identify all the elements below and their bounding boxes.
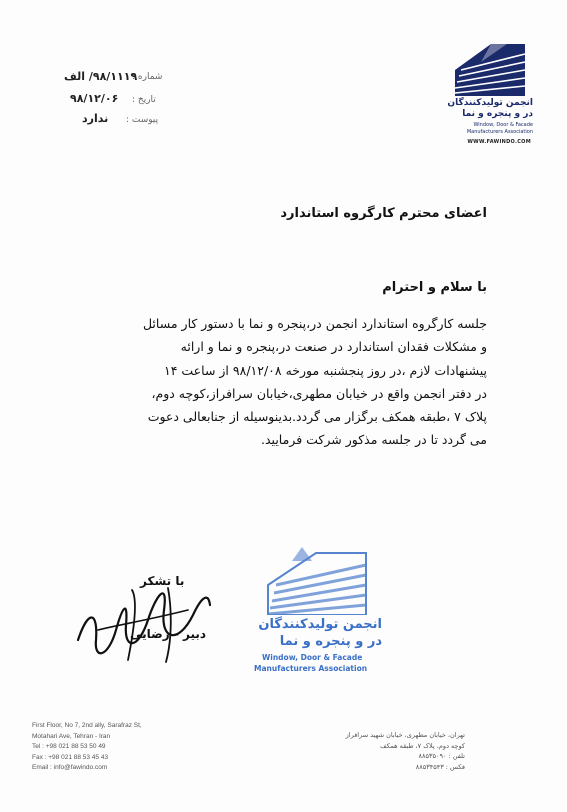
footer-fa-fax: فکس : ۸۸۵۳۴۵۴۳ xyxy=(415,762,465,771)
footer-fa-line: تهران، خیابان مطهری، خیابان شهید سرافراز xyxy=(345,731,465,739)
building-logo-icon xyxy=(451,40,529,96)
letter-meta xyxy=(62,70,172,130)
handwritten-signature xyxy=(68,570,218,670)
signer-name: دبیر - رضایی xyxy=(130,627,207,641)
logo-name-en-1: Window, Door & Facade xyxy=(473,122,533,128)
stamp-name-en-1: Window, Door & Facade xyxy=(262,653,363,662)
stamp-building-icon xyxy=(262,545,372,615)
stamp-name-en-2: Manufacturers Association xyxy=(254,664,368,673)
footer-address-en xyxy=(32,721,142,774)
recipient-heading: اعضای محترم کارگروه استاندارد xyxy=(280,206,487,221)
attachment-label: پیوست : xyxy=(126,115,159,125)
footer-address-fa xyxy=(346,730,465,772)
association-stamp xyxy=(252,545,382,695)
logo-name-en-2: Manufacturers Association xyxy=(466,129,533,135)
body-line: پیشنهادات لازم ،در روز پنجشنبه مورخه ۹۸/۱۲/۰۸ از ساعت ۱۴ xyxy=(164,362,487,378)
association-logo xyxy=(445,40,535,152)
number-value: ۹۸/۱۱۱۹/ الف xyxy=(64,70,138,83)
body-line: و مشکلات فقدان استاندارد در صنعت در،پنجره و نما و ارائه xyxy=(180,339,487,355)
body-line: پلاک ۷ ،طبقه همکف برگزار می گردد.بدینوسیله از جنابعالی دعوت xyxy=(147,409,487,425)
stamp-name-fa-1: انجمن تولیدکنندگان xyxy=(258,617,382,632)
footer-en-email: Email : info@fawindo.com xyxy=(32,764,108,771)
date-label: تاریخ : xyxy=(132,95,156,105)
footer-en-line: First Floor, No 7, 2nd ally, Sarafraz St, xyxy=(32,722,142,729)
footer-fa-line: کوچه دوم، پلاک ۷، طبقه همکف xyxy=(380,741,465,750)
number-label: شماره : xyxy=(132,72,163,82)
footer-en-tel: Tel : +98 021 88 53 50 49 xyxy=(32,743,106,750)
stamp-name-fa-2: در و پنجره و نما xyxy=(279,634,382,649)
closing-text: با تشکر xyxy=(140,574,185,588)
footer-en-line: Motahari Ave, Tehran - Iran xyxy=(32,732,111,740)
body-line: در دفتر انجمن واقع در خیابان مطهری،خیابان سرافراز،کوچه دوم، xyxy=(151,385,487,401)
logo-name-fa-2: در و پنجره و نما xyxy=(462,109,533,119)
body-line: جلسه کارگروه استاندارد انجمن در،پنجره و نما با دستور کار مسائل xyxy=(142,316,487,331)
footer-en-fax: Fax : +98 021 88 53 45 43 xyxy=(32,753,109,761)
body-line: می گردد تا در جلسه مذکور شرکت فرمایید. xyxy=(261,432,487,448)
footer-fa-tel: تلفن : ۸۸۵۳۵۰۹۰ xyxy=(418,752,465,760)
letter-body xyxy=(92,312,487,452)
logo-website: WWW.FAWINDO.COM xyxy=(467,139,531,145)
logo-name-fa-1: انجمن تولیدکنندگان xyxy=(447,98,533,108)
date-value: ۹۸/۱۲/۰۶ xyxy=(70,92,119,105)
greeting: با سلام و احترام xyxy=(382,280,487,295)
attachment-value: ندارد xyxy=(82,112,109,125)
